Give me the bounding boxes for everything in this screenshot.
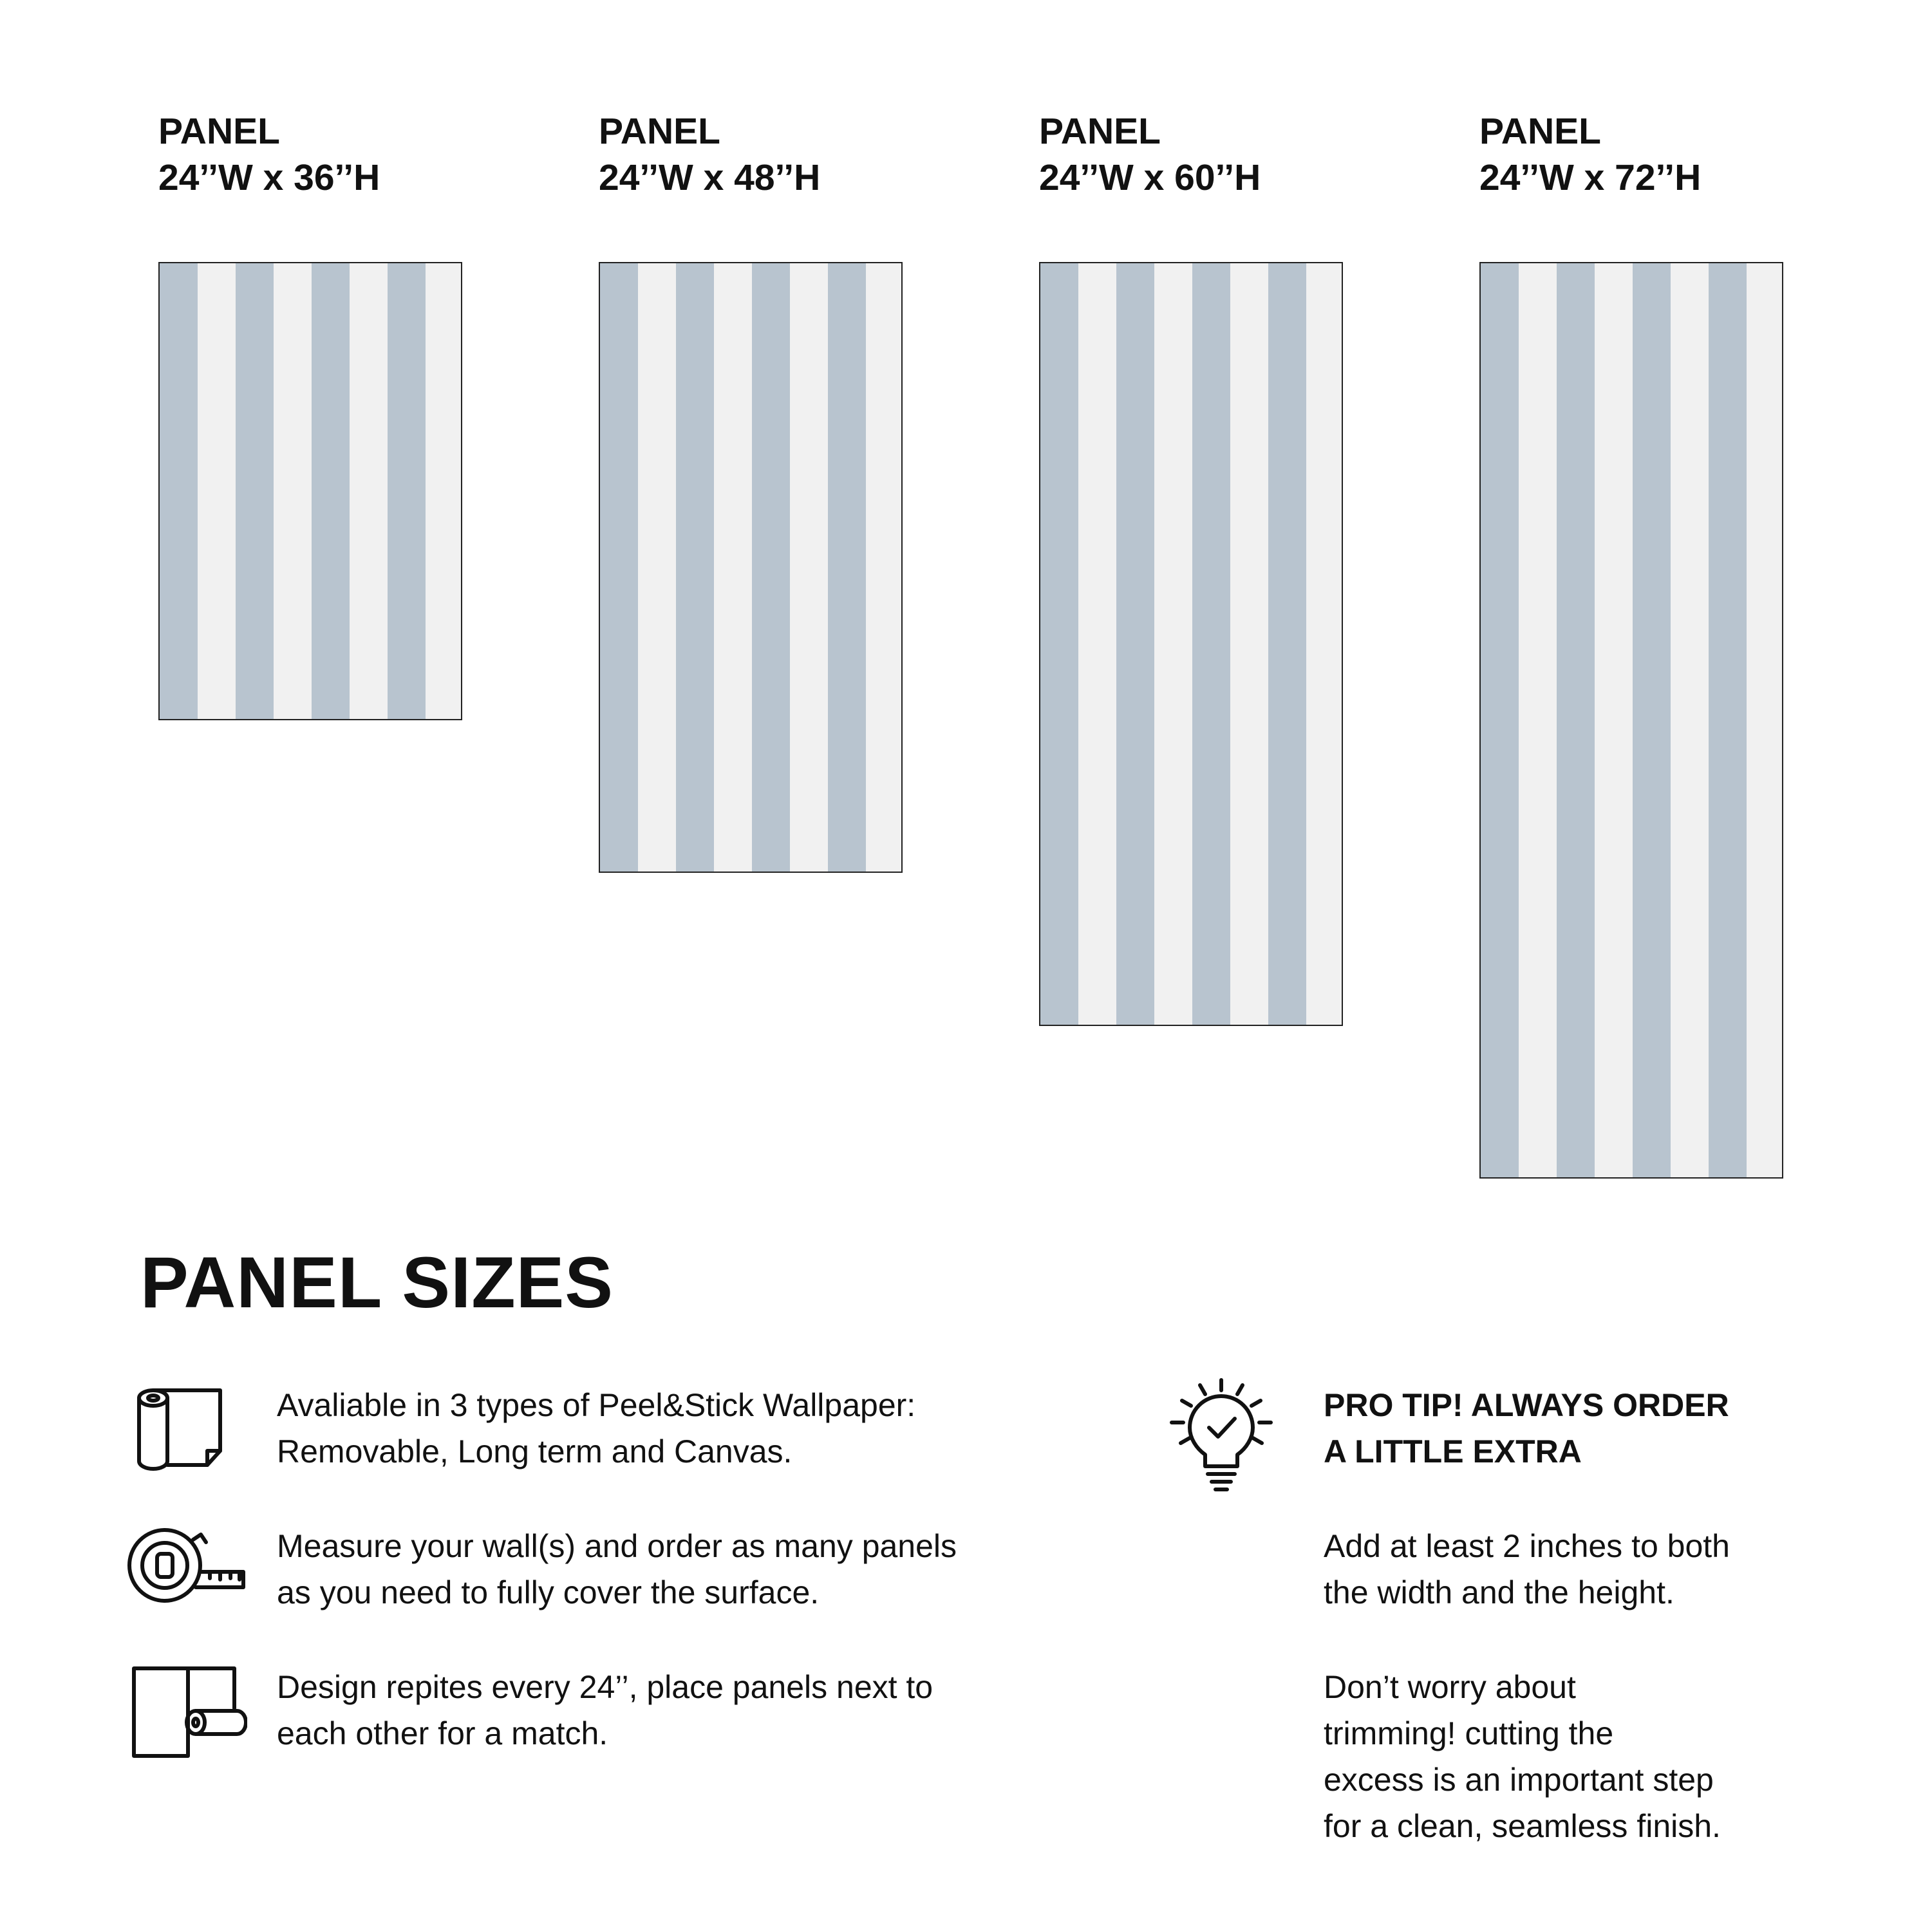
- tip-line: excess is an important step: [1324, 1762, 1714, 1798]
- panel-swatch-60: [1039, 262, 1343, 1026]
- tip-line: Add at least 2 inches to both: [1324, 1528, 1730, 1564]
- panel-size: 24’’W x 36’’H: [158, 157, 380, 198]
- panel-size: 24’’W x 48’’H: [599, 157, 821, 198]
- info-line: Design repites every 24’’, place panels next to: [277, 1669, 933, 1705]
- info-line: Measure your wall(s) and order as many panels: [277, 1528, 957, 1564]
- info-line: each other for a match.: [277, 1715, 608, 1751]
- info-text-types: [277, 1382, 1088, 1475]
- panel-size: 24’’W x 60’’H: [1039, 157, 1261, 198]
- panel-swatch-36: [158, 262, 462, 720]
- panel-roll-icon: [131, 1665, 247, 1758]
- info-text-measure: [277, 1523, 1088, 1616]
- panel-label-72: [1479, 108, 1701, 201]
- tip-line: trimming! cutting the: [1324, 1715, 1614, 1751]
- tip-heading-line: A LITTLE EXTRA: [1324, 1433, 1582, 1469]
- tip-line: Don’t worry about: [1324, 1669, 1576, 1705]
- panel-word: PANEL: [599, 111, 720, 152]
- wallpaper-roll-icon: [133, 1385, 223, 1475]
- panel-word: PANEL: [1479, 111, 1601, 152]
- panel-size: 24’’W x 72’’H: [1479, 157, 1702, 198]
- panel-label-36: [158, 108, 380, 201]
- info-line: Removable, Long term and Canvas.: [277, 1433, 792, 1469]
- info-line: Avaliable in 3 types of Peel&Stick Wallpaper:: [277, 1387, 916, 1423]
- panel-swatch-72: [1479, 262, 1783, 1179]
- panel-word: PANEL: [158, 111, 280, 152]
- tape-measure-icon: [126, 1525, 246, 1605]
- panel-word: PANEL: [1039, 111, 1161, 152]
- tip-line: the width and the height.: [1324, 1574, 1674, 1610]
- page-title: PANEL SIZES: [140, 1242, 614, 1323]
- pro-tip-text-1: [1324, 1523, 1852, 1616]
- info-text-repeat: [277, 1664, 1088, 1757]
- pro-tip-text-2: [1324, 1664, 1852, 1849]
- panel-swatch-48: [599, 262, 903, 873]
- info-line: as you need to fully cover the surface.: [277, 1574, 820, 1610]
- tip-heading-line: PRO TIP! ALWAYS ORDER: [1324, 1387, 1729, 1423]
- panel-label-48: [599, 108, 820, 201]
- pro-tip-heading: [1324, 1382, 1852, 1475]
- panel-label-60: [1039, 108, 1261, 201]
- lightbulb-check-icon: [1167, 1376, 1276, 1495]
- tip-line: for a clean, seamless finish.: [1324, 1808, 1721, 1844]
